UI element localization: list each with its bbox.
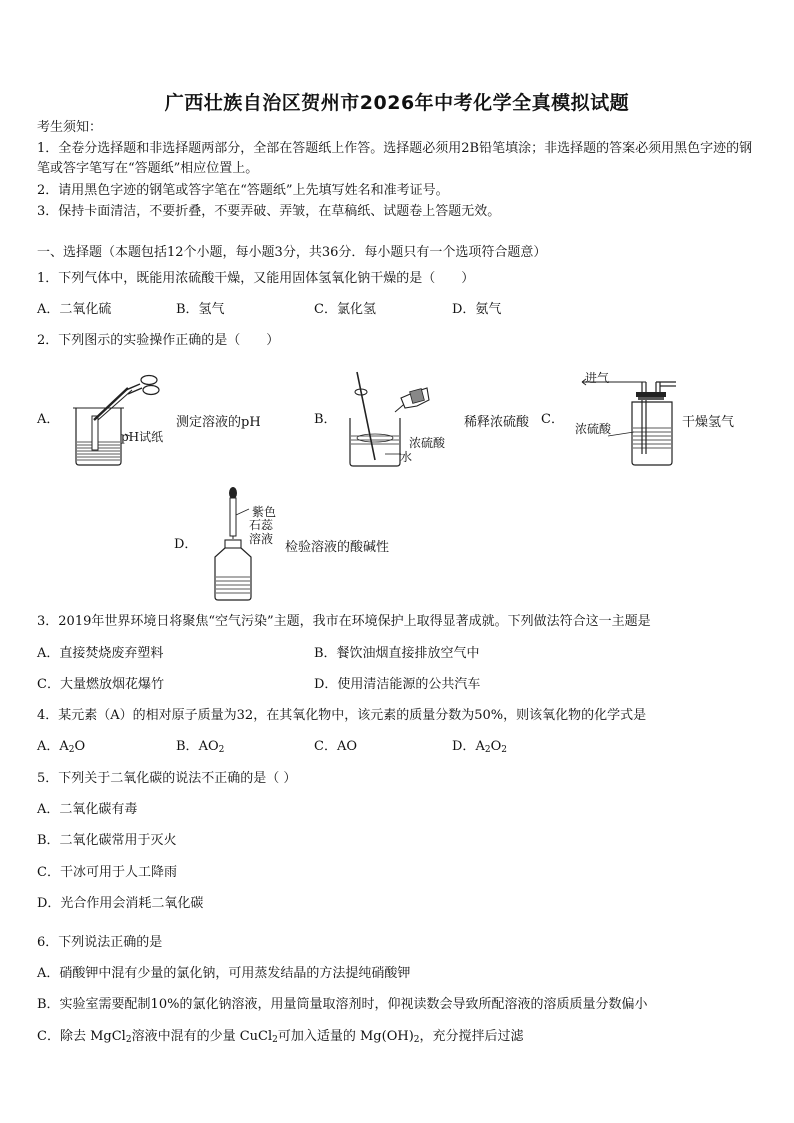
q1-option-b: B．氢气	[176, 302, 225, 317]
q6-option-a: A．硝酸钾中混有少量的氯化钠，可用蒸发结晶的方法提纯硝酸钾	[37, 966, 411, 981]
q6-stem: 6．下列说法正确的是	[37, 935, 163, 950]
q3-option-d: D．使用清洁能源的公共汽车	[314, 677, 481, 692]
q4-option-c-letter: C．	[314, 739, 337, 754]
q2-option-a-letter: A．	[37, 412, 60, 427]
q6-c-part3: 可加入适量的 Mg(OH)	[277, 1029, 414, 1044]
q2-option-b-caption: 稀释浓硫酸	[464, 415, 530, 430]
q5-option-b: B．二氧化碳常用于灭火	[37, 833, 177, 848]
section-heading: 一、选择题（本题包括12个小题，每小题3分，共36分．每小题只有一个选项符合题意）	[37, 245, 547, 260]
q4-d-sub: 2	[484, 745, 491, 755]
q6-c-sub3: 2	[413, 1035, 420, 1045]
q5-stem: 5．下列关于二氧化碳的说法不正确的是（ ）	[37, 771, 297, 786]
q4-stem: 4．某元素（A）的相对原子质量为32，在其氧化物中，该元素的质量分数为50%，则该氧化物的化学式是	[37, 708, 647, 723]
q4-b-sub: 2	[218, 745, 225, 755]
q4-a-sub: 2	[68, 745, 75, 755]
q2-option-d-letter: D．	[174, 537, 198, 552]
q4-option-c	[314, 738, 357, 756]
q2-option-a-caption: 测定溶液的pH	[176, 415, 261, 430]
q4-option-b	[176, 738, 224, 759]
q6-c-part1: C．除去 MgCl	[37, 1029, 126, 1044]
q4-option-a	[37, 738, 85, 759]
q5-option-d: D．光合作用会消耗二氧化碳	[37, 896, 204, 911]
q4-d-sub2: 2	[501, 745, 507, 755]
q4-option-d	[452, 738, 507, 759]
q4-option-d-letter: D．	[452, 739, 476, 754]
q6-c-part2: 溶液中混有的少量 CuCl	[131, 1029, 273, 1044]
q4-d-formula-part: A	[475, 739, 485, 754]
notice-item-3: 3．保持卡面清洁，不要折叠，不要弄破、弄皱，在草稿纸、试题卷上答题无效。	[37, 204, 501, 219]
ph-paper-label: pH试纸	[121, 430, 164, 444]
b-water-label: 水	[400, 450, 413, 464]
notice-heading: 考生须知：	[37, 120, 103, 135]
b-acid-label: 浓硫酸	[409, 436, 446, 450]
q2-stem: 2．下列图示的实验操作正确的是（ ）	[37, 333, 280, 348]
d-litmus-label-3: 溶液	[249, 532, 274, 546]
q5-option-c: C．干冰可用于人工降雨	[37, 865, 177, 880]
q2-option-c-letter: C．	[541, 412, 564, 427]
q4-b-formula-part: AO	[198, 739, 219, 754]
notice-item-1: 1．全卷分选择题和非选择题两部分，全部在答题纸上作答。选择题必须用2B铅笔填涂；非选择题的答案必须用黑色字迹的钢笔或答字笔写在“答题纸”相应位置上。	[37, 141, 753, 176]
page-title: 广西壮族自治区贺州市2026年中考化学全真模拟试题	[164, 92, 630, 114]
q4-option-b-letter: B．	[176, 739, 199, 754]
q4-option-a-letter: A．	[37, 739, 60, 754]
q4-d-formula-part2: O	[490, 739, 502, 754]
q3-option-b: B．餐饮油烟直接排放空气中	[314, 646, 480, 661]
d-litmus-label-1: 紫色	[252, 505, 277, 519]
q6-c-sub1: 2	[125, 1035, 132, 1045]
q3-option-a: A．直接焚烧废弃塑料	[37, 646, 164, 661]
q6-option-b: B．实验室需要配制10%的氯化钠溶液，用量筒量取溶剂时，仰视读数会导致所配溶液的溶质质量分数偏小	[37, 997, 648, 1012]
q6-c-sub2: 2	[272, 1035, 278, 1045]
q4-c-formula-part: AO	[336, 739, 357, 754]
c-inlet-label: 进气	[585, 371, 610, 385]
q3-stem: 3．2019年世界环境日将聚焦“空气污染”主题，我市在环境保护上取得显著成就。下列做法符合这一主题是	[37, 614, 651, 629]
q4-a-formula-part: A	[59, 739, 69, 754]
q4-a-formula-part2: O	[74, 739, 86, 754]
q6-option-c	[37, 1028, 524, 1049]
q3-option-c: C．大量燃放烟花爆竹	[37, 677, 164, 692]
q2-option-b-letter: B．	[314, 412, 337, 427]
c-acid-label: 浓硫酸	[575, 422, 612, 436]
notice-item-2: 2．请用黑色字迹的钢笔或答字笔在“答题纸”上先填写姓名和准考证号。	[37, 183, 449, 198]
q1-option-d: D．氨气	[452, 302, 502, 317]
q6-c-part4: ，充分搅拌后过滤	[419, 1029, 524, 1044]
q2-option-c-caption: 干燥氢气	[682, 415, 735, 430]
q1-option-a: A．二氧化硫	[37, 302, 112, 317]
q1-option-c: C．氯化氢	[314, 302, 376, 317]
d-litmus-label-2: 石蕊	[249, 518, 274, 532]
q1-stem: 1．下列气体中，既能用浓硫酸干燥，又能用固体氢氧化钠干燥的是（ ）	[37, 271, 475, 286]
ph-test-diagram	[70, 370, 180, 470]
q5-option-a: A．二氧化碳有毒	[37, 802, 138, 817]
q2-option-d-caption: 检验溶液的酸碱性	[285, 540, 390, 555]
